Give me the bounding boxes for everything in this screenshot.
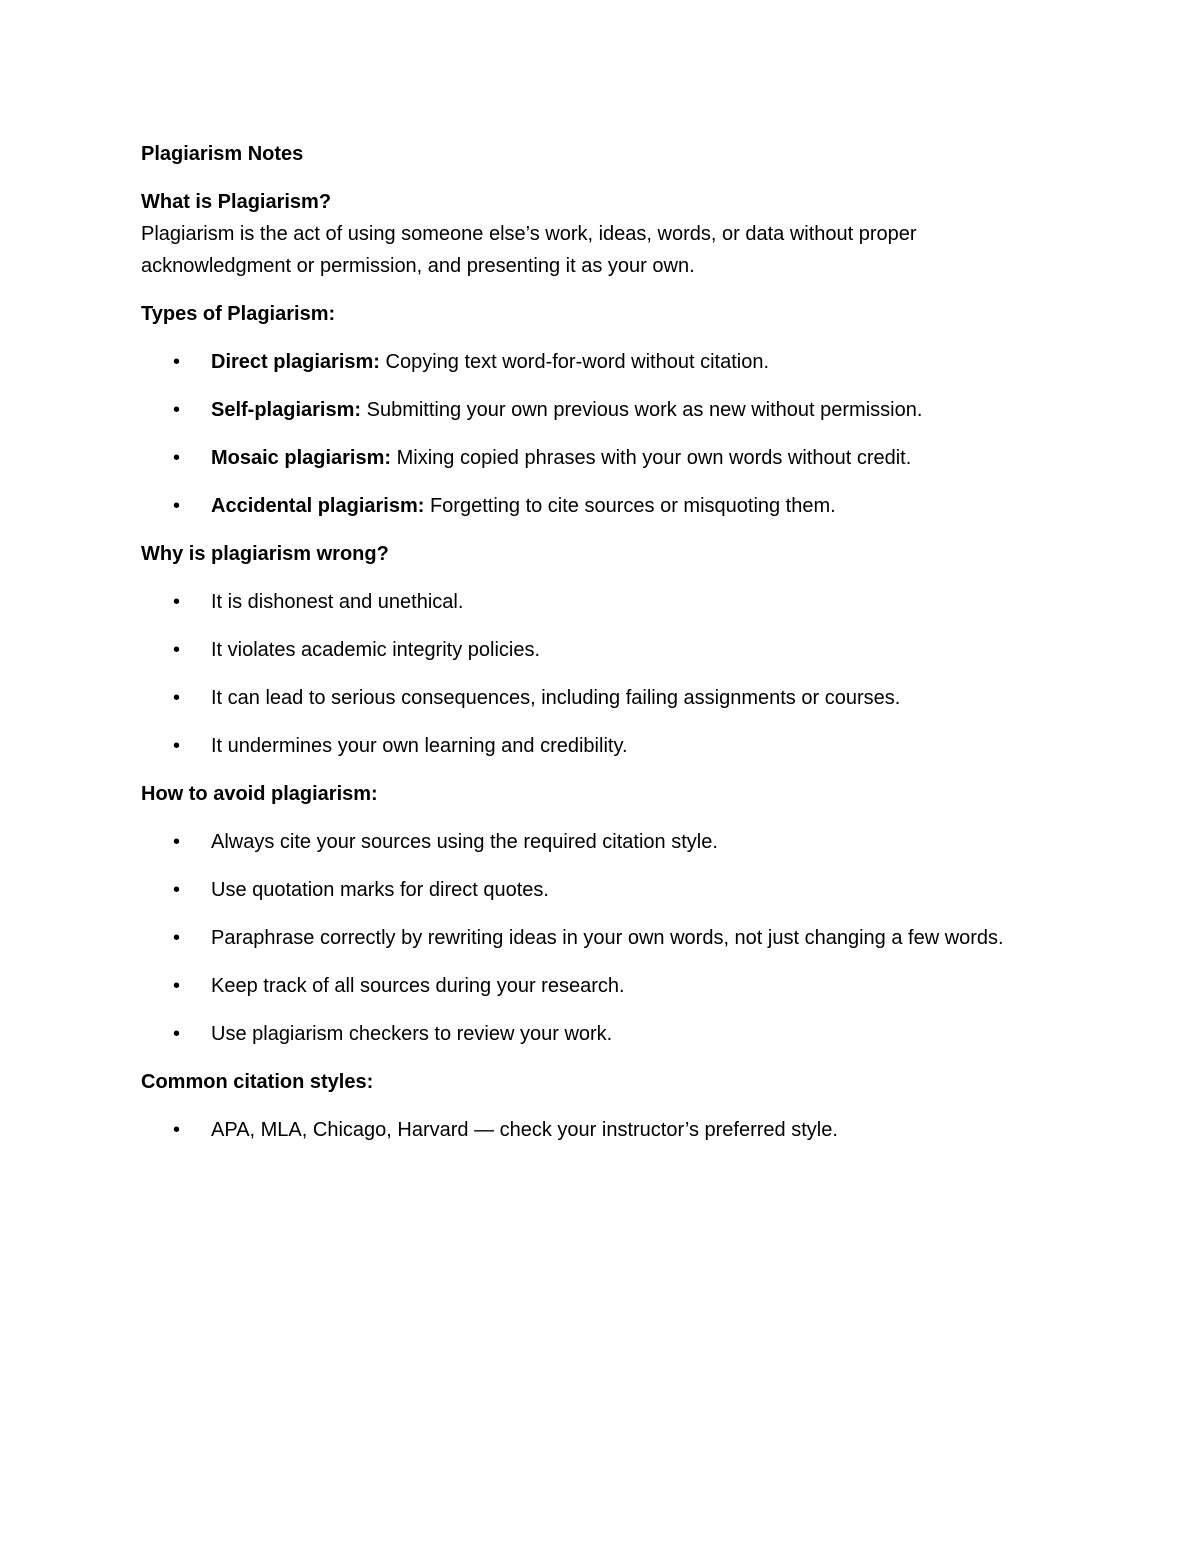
list-item — [141, 730, 1021, 762]
list-item-term: Accidental plagiarism: — [211, 495, 425, 517]
bullet-icon: • — [173, 735, 181, 757]
bullet-icon: • — [173, 687, 181, 709]
list-item — [141, 1114, 1021, 1146]
list-item — [141, 442, 1021, 474]
bullet-icon: • — [173, 495, 181, 517]
bullet-icon: • — [173, 591, 181, 613]
bullet-icon: • — [173, 447, 181, 469]
list-item — [141, 826, 1021, 858]
list-item — [141, 922, 1021, 954]
list-item — [141, 1018, 1021, 1050]
section-heading-what: What is Plagiarism? — [141, 191, 332, 213]
bullet-icon: • — [173, 975, 181, 997]
bullet-icon: • — [173, 879, 181, 901]
list-item-term: Mosaic plagiarism: — [211, 447, 392, 469]
list-item — [141, 346, 1021, 378]
document-title: Plagiarism Notes — [141, 143, 304, 165]
list-item — [141, 874, 1021, 906]
bullet-icon: • — [173, 1119, 181, 1141]
list-item-text: Copying text word-for-word without citation. — [379, 351, 770, 373]
bullet-icon: • — [173, 639, 181, 661]
bullet-icon: • — [173, 399, 181, 421]
types-list — [141, 346, 1021, 522]
list-item-text: Use quotation marks for direct quotes. — [211, 879, 549, 901]
document-page — [141, 138, 1021, 1162]
why-list — [141, 586, 1021, 762]
bullet-icon: • — [173, 1023, 181, 1045]
section-heading-types: Types of Plagiarism: — [141, 303, 336, 325]
styles-list — [141, 1114, 1021, 1146]
list-item — [141, 586, 1021, 618]
definition-paragraph: Plagiarism is the act of using someone else’s work, ideas, words, or data without proper acknowledgment or permission, and presenting it as your own. — [141, 223, 917, 277]
list-item-text: It is dishonest and unethical. — [211, 591, 464, 613]
list-item-term: Self-plagiarism: — [211, 399, 362, 421]
list-item — [141, 970, 1021, 1002]
list-item-text: It violates academic integrity policies. — [211, 639, 541, 661]
section-heading-avoid: How to avoid plagiarism: — [141, 783, 378, 805]
list-item-text: APA, MLA, Chicago, Harvard — check your instructor’s preferred style. — [211, 1119, 838, 1141]
list-item-text: Keep track of all sources during your research. — [211, 975, 625, 997]
bullet-icon: • — [173, 927, 181, 949]
list-item-text: Mixing copied phrases with your own words without credit. — [391, 447, 912, 469]
bullet-icon: • — [173, 351, 181, 373]
list-item-term: Direct plagiarism: — [211, 351, 380, 373]
avoid-list — [141, 826, 1021, 1050]
section-heading-styles: Common citation styles: — [141, 1071, 374, 1093]
bullet-icon: • — [173, 831, 181, 853]
list-item-text: Use plagiarism checkers to review your work. — [211, 1023, 613, 1045]
list-item-text: Submitting your own previous work as new without permission. — [361, 399, 923, 421]
list-item — [141, 634, 1021, 666]
section-heading-why: Why is plagiarism wrong? — [141, 543, 389, 565]
list-item-text: Paraphrase correctly by rewriting ideas in your own words, not just changing a few words. — [211, 927, 1004, 949]
list-item — [141, 682, 1021, 714]
list-item — [141, 394, 1021, 426]
list-item-text: It undermines your own learning and credibility. — [211, 735, 628, 757]
list-item-text: It can lead to serious consequences, including failing assignments or courses. — [211, 687, 901, 709]
list-item-text: Forgetting to cite sources or misquoting them. — [424, 495, 836, 517]
list-item-text: Always cite your sources using the required citation style. — [211, 831, 718, 853]
list-item — [141, 490, 1021, 522]
